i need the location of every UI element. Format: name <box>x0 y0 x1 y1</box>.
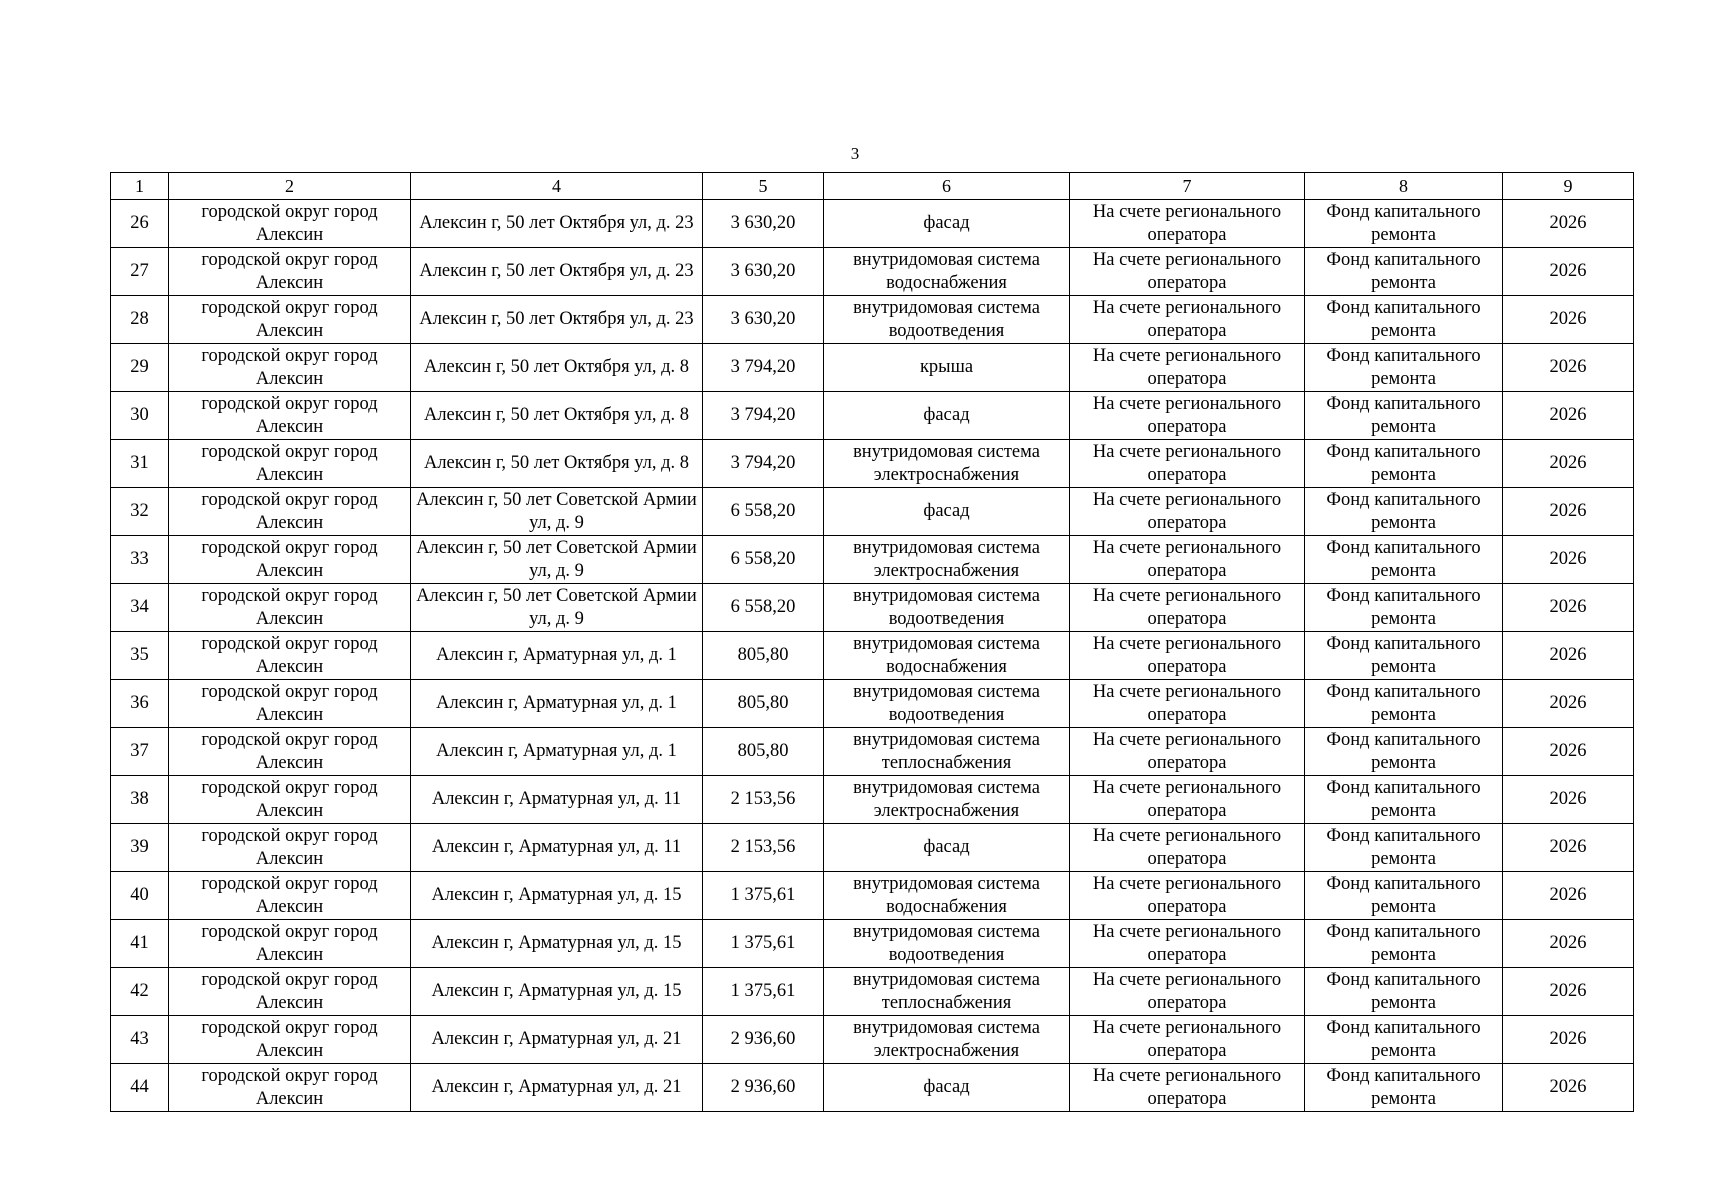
cell-funding-source: Фонд капитального ремонта <box>1305 344 1503 392</box>
table-row <box>111 392 1634 440</box>
cell-address: Алексин г, 50 лет Октября ул, д. 23 <box>411 200 703 248</box>
cell-account: На счете регионального оператора <box>1070 440 1305 488</box>
cell-area: 3 794,20 <box>703 344 824 392</box>
cell-number: 36 <box>111 680 169 728</box>
cell-year: 2026 <box>1503 968 1634 1016</box>
cell-area: 1 375,61 <box>703 920 824 968</box>
cell-area: 3 630,20 <box>703 296 824 344</box>
cell-address: Алексин г, Арматурная ул, д. 15 <box>411 968 703 1016</box>
cell-account: На счете регионального оператора <box>1070 680 1305 728</box>
cell-year: 2026 <box>1503 680 1634 728</box>
table-row <box>111 872 1634 920</box>
cell-address: Алексин г, Арматурная ул, д. 11 <box>411 824 703 872</box>
cell-year: 2026 <box>1503 1016 1634 1064</box>
header-cell-funding-source: 8 <box>1305 173 1503 200</box>
cell-number: 33 <box>111 536 169 584</box>
cell-area: 1 375,61 <box>703 968 824 1016</box>
cell-address: Алексин г, 50 лет Октября ул, д. 23 <box>411 248 703 296</box>
cell-account: На счете регионального оператора <box>1070 728 1305 776</box>
cell-account: На счете регионального оператора <box>1070 488 1305 536</box>
cell-area: 3 630,20 <box>703 200 824 248</box>
cell-funding-source: Фонд капитального ремонта <box>1305 872 1503 920</box>
cell-year: 2026 <box>1503 824 1634 872</box>
cell-account: На счете регионального оператора <box>1070 824 1305 872</box>
table-row <box>111 536 1634 584</box>
cell-municipality: городской округ город Алексин <box>169 632 411 680</box>
cell-address: Алексин г, 50 лет Октября ул, д. 8 <box>411 440 703 488</box>
cell-funding-source: Фонд капитального ремонта <box>1305 680 1503 728</box>
cell-account: На счете регионального оператора <box>1070 632 1305 680</box>
cell-year: 2026 <box>1503 776 1634 824</box>
cell-number: 34 <box>111 584 169 632</box>
table-row <box>111 776 1634 824</box>
cell-funding-source: Фонд капитального ремонта <box>1305 536 1503 584</box>
cell-area: 6 558,20 <box>703 584 824 632</box>
cell-number: 29 <box>111 344 169 392</box>
table-row <box>111 200 1634 248</box>
cell-year: 2026 <box>1503 440 1634 488</box>
table-row <box>111 920 1634 968</box>
cell-funding-source: Фонд капитального ремонта <box>1305 200 1503 248</box>
cell-municipality: городской округ город Алексин <box>169 200 411 248</box>
cell-funding-source: Фонд капитального ремонта <box>1305 776 1503 824</box>
table-row <box>111 584 1634 632</box>
cell-year: 2026 <box>1503 200 1634 248</box>
table-row <box>111 680 1634 728</box>
cell-number: 28 <box>111 296 169 344</box>
cell-funding-source: Фонд капитального ремонта <box>1305 1064 1503 1112</box>
cell-municipality: городской округ город Алексин <box>169 872 411 920</box>
cell-account: На счете регионального оператора <box>1070 968 1305 1016</box>
cell-area: 2 936,60 <box>703 1064 824 1112</box>
cell-area: 1 375,61 <box>703 872 824 920</box>
cell-municipality: городской округ город Алексин <box>169 680 411 728</box>
cell-work-type: внутридомовая система электроснабжения <box>824 776 1070 824</box>
cell-area: 805,80 <box>703 632 824 680</box>
cell-funding-source: Фонд капитального ремонта <box>1305 488 1503 536</box>
cell-work-type: внутридомовая система водоснабжения <box>824 632 1070 680</box>
cell-work-type: внутридомовая система водоотведения <box>824 584 1070 632</box>
cell-address: Алексин г, Арматурная ул, д. 21 <box>411 1064 703 1112</box>
table-row <box>111 440 1634 488</box>
header-cell-number: 1 <box>111 173 169 200</box>
cell-number: 35 <box>111 632 169 680</box>
cell-number: 32 <box>111 488 169 536</box>
cell-municipality: городской округ город Алексин <box>169 776 411 824</box>
cell-year: 2026 <box>1503 920 1634 968</box>
cell-funding-source: Фонд капитального ремонта <box>1305 968 1503 1016</box>
cell-work-type: внутридомовая система водоснабжения <box>824 248 1070 296</box>
cell-address: Алексин г, 50 лет Советской Армии ул, д. 9 <box>411 584 703 632</box>
cell-work-type: внутридомовая система водоотведения <box>824 680 1070 728</box>
cell-account: На счете регионального оператора <box>1070 392 1305 440</box>
cell-address: Алексин г, Арматурная ул, д. 1 <box>411 632 703 680</box>
table-body <box>111 173 1634 1112</box>
cell-area: 805,80 <box>703 728 824 776</box>
cell-number: 42 <box>111 968 169 1016</box>
cell-work-type: фасад <box>824 488 1070 536</box>
cell-year: 2026 <box>1503 728 1634 776</box>
cell-account: На счете регионального оператора <box>1070 920 1305 968</box>
cell-municipality: городской округ город Алексин <box>169 824 411 872</box>
cell-work-type: фасад <box>824 200 1070 248</box>
cell-year: 2026 <box>1503 296 1634 344</box>
cell-address: Алексин г, 50 лет Советской Армии ул, д. 9 <box>411 488 703 536</box>
cell-funding-source: Фонд капитального ремонта <box>1305 1016 1503 1064</box>
cell-year: 2026 <box>1503 488 1634 536</box>
header-cell-year: 9 <box>1503 173 1634 200</box>
cell-work-type: внутридомовая система водоотведения <box>824 296 1070 344</box>
cell-work-type: внутридомовая система электроснабжения <box>824 536 1070 584</box>
table-row <box>111 344 1634 392</box>
cell-account: На счете регионального оператора <box>1070 584 1305 632</box>
cell-area: 6 558,20 <box>703 488 824 536</box>
cell-year: 2026 <box>1503 392 1634 440</box>
header-cell-area: 5 <box>703 173 824 200</box>
header-cell-municipality: 2 <box>169 173 411 200</box>
cell-number: 26 <box>111 200 169 248</box>
cell-address: Алексин г, 50 лет Октября ул, д. 23 <box>411 296 703 344</box>
table-row <box>111 488 1634 536</box>
cell-address: Алексин г, 50 лет Советской Армии ул, д. 9 <box>411 536 703 584</box>
cell-area: 3 794,20 <box>703 392 824 440</box>
cell-municipality: городской округ город Алексин <box>169 728 411 776</box>
header-row <box>111 173 1634 200</box>
cell-account: На счете регионального оператора <box>1070 296 1305 344</box>
header-cell-account: 7 <box>1070 173 1305 200</box>
cell-work-type: фасад <box>824 1064 1070 1112</box>
table-row <box>111 1016 1634 1064</box>
cell-number: 38 <box>111 776 169 824</box>
cell-work-type: внутридомовая система водоснабжения <box>824 872 1070 920</box>
cell-year: 2026 <box>1503 584 1634 632</box>
cell-area: 3 794,20 <box>703 440 824 488</box>
header-cell-work-type: 6 <box>824 173 1070 200</box>
cell-municipality: городской округ город Алексин <box>169 968 411 1016</box>
cell-municipality: городской округ город Алексин <box>169 920 411 968</box>
cell-address: Алексин г, 50 лет Октября ул, д. 8 <box>411 344 703 392</box>
cell-year: 2026 <box>1503 872 1634 920</box>
cell-address: Алексин г, Арматурная ул, д. 11 <box>411 776 703 824</box>
table-row <box>111 632 1634 680</box>
cell-account: На счете регионального оператора <box>1070 536 1305 584</box>
cell-number: 43 <box>111 1016 169 1064</box>
cell-number: 27 <box>111 248 169 296</box>
table-row <box>111 824 1634 872</box>
cell-area: 2 936,60 <box>703 1016 824 1064</box>
cell-municipality: городской округ город Алексин <box>169 248 411 296</box>
cell-area: 6 558,20 <box>703 536 824 584</box>
cell-account: На счете регионального оператора <box>1070 776 1305 824</box>
cell-area: 2 153,56 <box>703 776 824 824</box>
cell-work-type: внутридомовая система электроснабжения <box>824 440 1070 488</box>
cell-year: 2026 <box>1503 344 1634 392</box>
header-cell-address: 4 <box>411 173 703 200</box>
cell-municipality: городской округ город Алексин <box>169 392 411 440</box>
cell-municipality: городской округ город Алексин <box>169 584 411 632</box>
cell-work-type: фасад <box>824 824 1070 872</box>
cell-address: Алексин г, 50 лет Октября ул, д. 8 <box>411 392 703 440</box>
cell-funding-source: Фонд капитального ремонта <box>1305 824 1503 872</box>
cell-funding-source: Фонд капитального ремонта <box>1305 248 1503 296</box>
cell-account: На счете регионального оператора <box>1070 344 1305 392</box>
cell-account: На счете регионального оператора <box>1070 200 1305 248</box>
cell-year: 2026 <box>1503 632 1634 680</box>
cell-address: Алексин г, Арматурная ул, д. 1 <box>411 728 703 776</box>
cell-account: На счете регионального оператора <box>1070 1064 1305 1112</box>
cell-work-type: крыша <box>824 344 1070 392</box>
page-number: 3 <box>850 144 860 163</box>
cell-funding-source: Фонд капитального ремонта <box>1305 632 1503 680</box>
cell-number: 37 <box>111 728 169 776</box>
cell-number: 41 <box>111 920 169 968</box>
cell-area: 2 153,56 <box>703 824 824 872</box>
cell-work-type: фасад <box>824 392 1070 440</box>
cell-account: На счете регионального оператора <box>1070 1016 1305 1064</box>
cell-funding-source: Фонд капитального ремонта <box>1305 728 1503 776</box>
cell-municipality: городской округ город Алексин <box>169 536 411 584</box>
cell-account: На счете регионального оператора <box>1070 248 1305 296</box>
cell-account: На счете регионального оператора <box>1070 872 1305 920</box>
cell-address: Алексин г, Арматурная ул, д. 1 <box>411 680 703 728</box>
cell-municipality: городской округ город Алексин <box>169 1064 411 1112</box>
cell-area: 3 630,20 <box>703 248 824 296</box>
cell-funding-source: Фонд капитального ремонта <box>1305 392 1503 440</box>
cell-year: 2026 <box>1503 1064 1634 1112</box>
cell-funding-source: Фонд капитального ремонта <box>1305 296 1503 344</box>
cell-municipality: городской округ город Алексин <box>169 296 411 344</box>
table-row <box>111 296 1634 344</box>
cell-work-type: внутридомовая система водоотведения <box>824 920 1070 968</box>
cell-funding-source: Фонд капитального ремонта <box>1305 440 1503 488</box>
cell-area: 805,80 <box>703 680 824 728</box>
cell-municipality: городской округ город Алексин <box>169 344 411 392</box>
cell-address: Алексин г, Арматурная ул, д. 21 <box>411 1016 703 1064</box>
cell-number: 40 <box>111 872 169 920</box>
cell-number: 31 <box>111 440 169 488</box>
table-row <box>111 968 1634 1016</box>
cell-work-type: внутридомовая система теплоснабжения <box>824 968 1070 1016</box>
cell-year: 2026 <box>1503 536 1634 584</box>
cell-funding-source: Фонд капитального ремонта <box>1305 920 1503 968</box>
cell-municipality: городской округ город Алексин <box>169 488 411 536</box>
cell-address: Алексин г, Арматурная ул, д. 15 <box>411 872 703 920</box>
cell-municipality: городской округ город Алексин <box>169 440 411 488</box>
capital-repair-table <box>110 172 1634 1112</box>
cell-funding-source: Фонд капитального ремонта <box>1305 584 1503 632</box>
cell-work-type: внутридомовая система электроснабжения <box>824 1016 1070 1064</box>
cell-address: Алексин г, Арматурная ул, д. 15 <box>411 920 703 968</box>
table-row <box>111 728 1634 776</box>
table-row <box>111 1064 1634 1112</box>
cell-year: 2026 <box>1503 248 1634 296</box>
cell-number: 39 <box>111 824 169 872</box>
cell-number: 44 <box>111 1064 169 1112</box>
cell-municipality: городской округ город Алексин <box>169 1016 411 1064</box>
cell-number: 30 <box>111 392 169 440</box>
table-row <box>111 248 1634 296</box>
cell-work-type: внутридомовая система теплоснабжения <box>824 728 1070 776</box>
